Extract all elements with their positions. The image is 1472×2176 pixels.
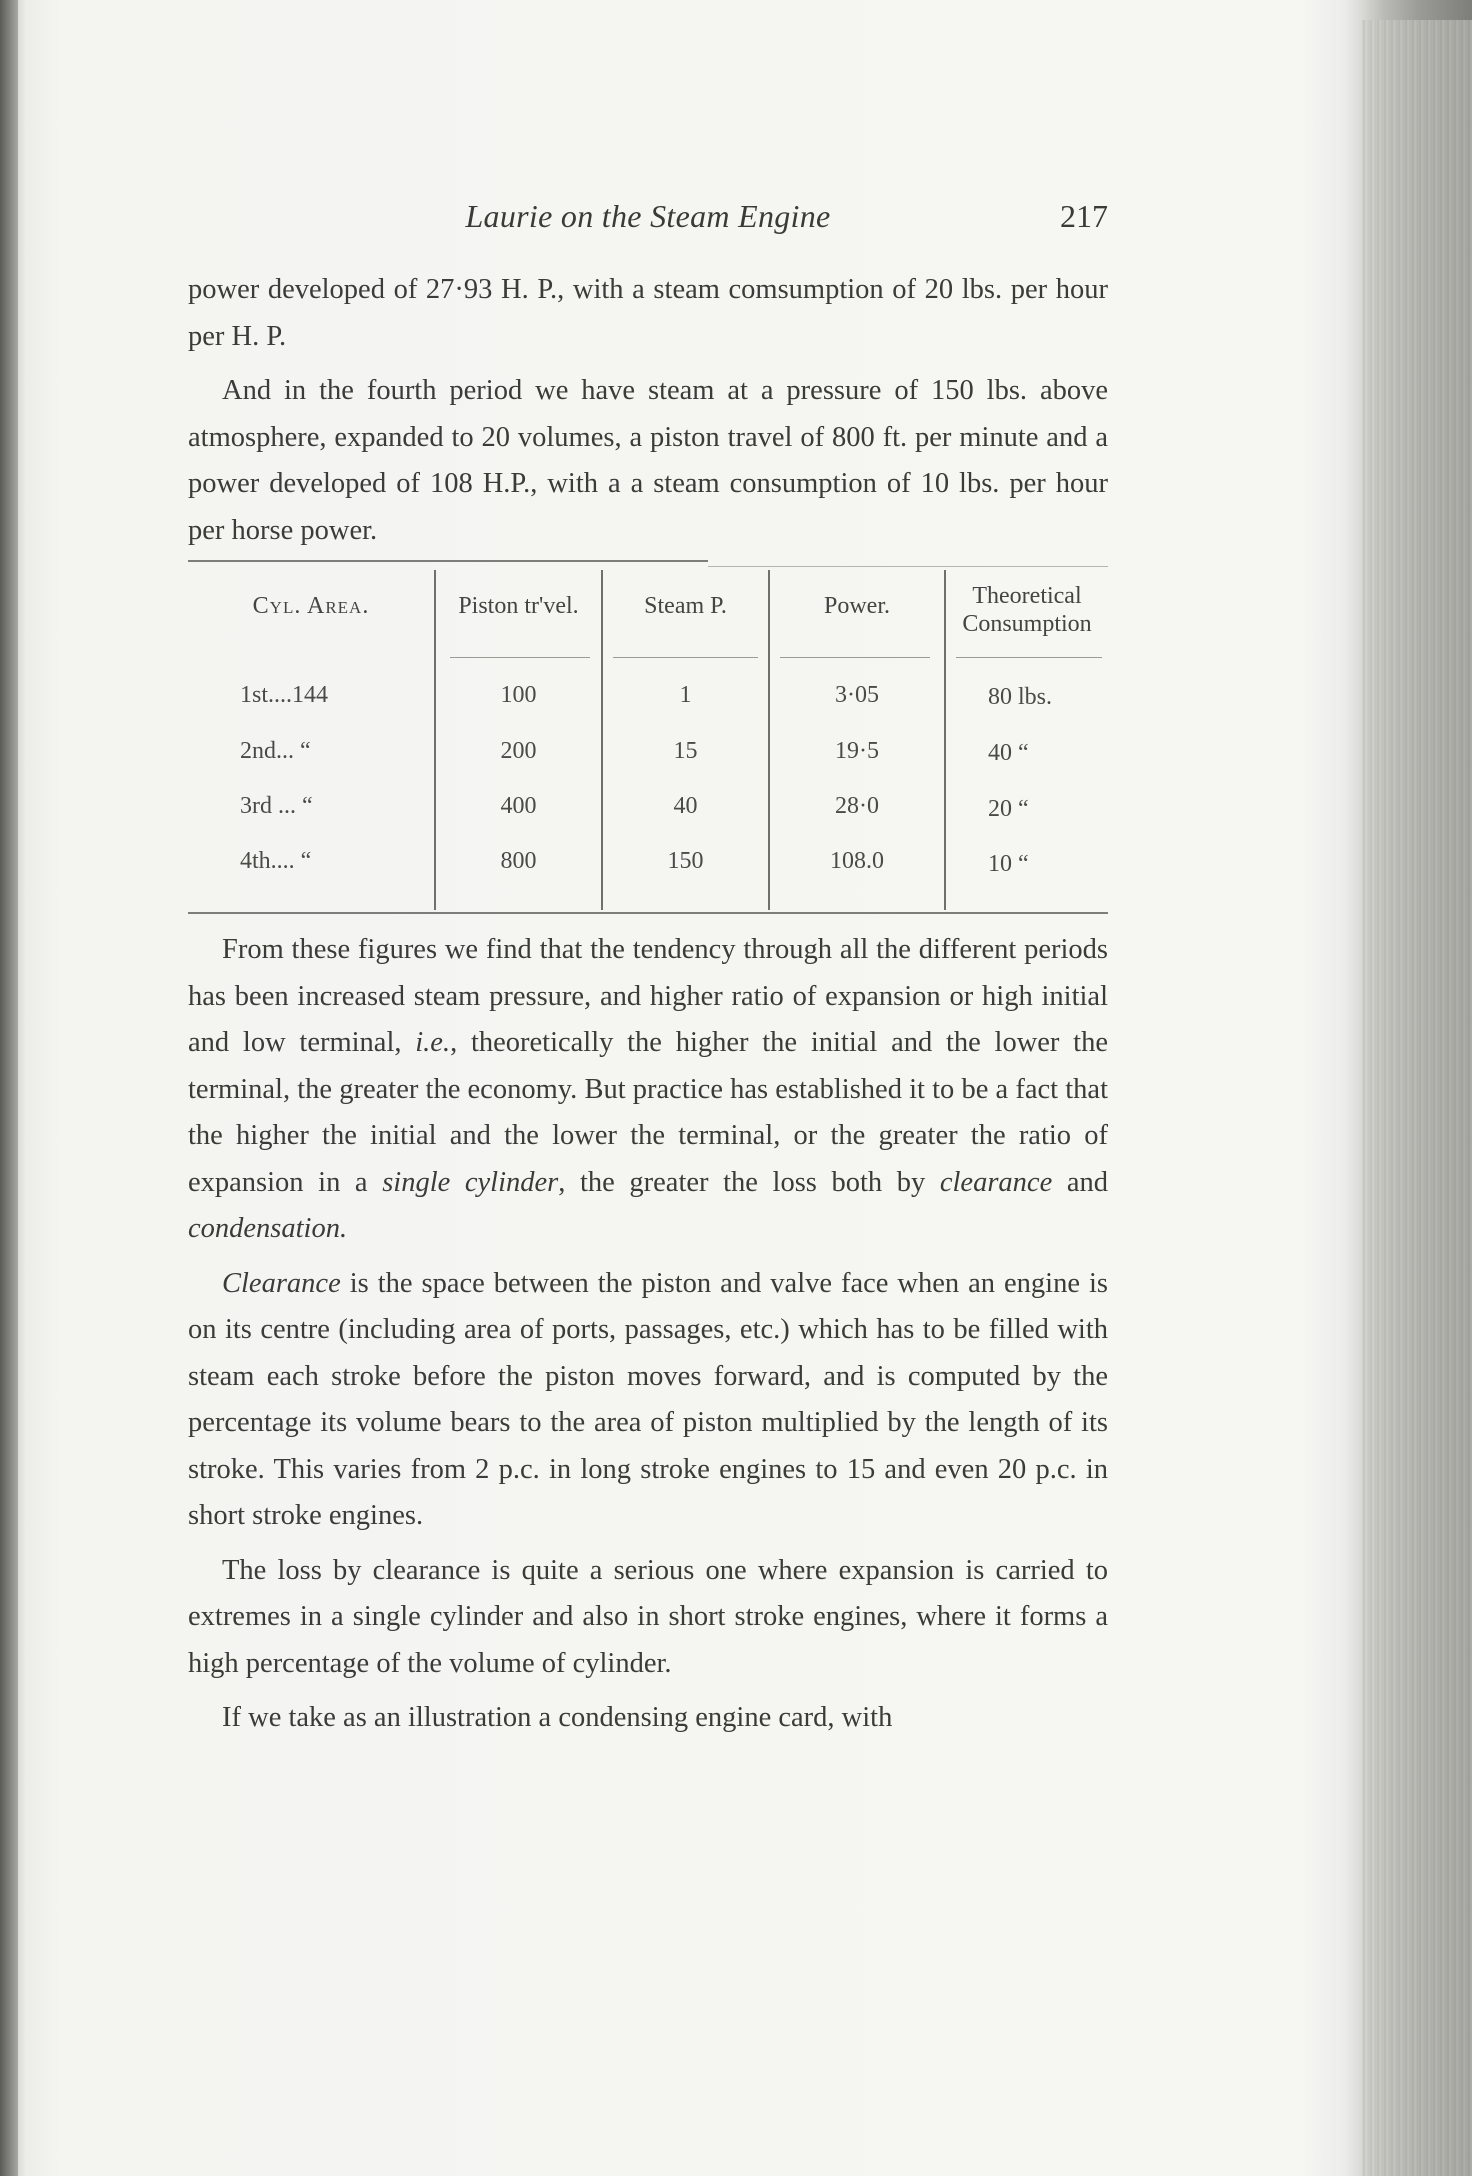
cell-steam-pressure: 150 <box>667 848 704 874</box>
text-block-top <box>188 267 1108 554</box>
header-power: Power. <box>824 593 890 619</box>
cell-power: 28·0 <box>835 793 879 819</box>
cell-steam-pressure: 15 <box>673 738 698 764</box>
header-underline <box>956 657 1102 658</box>
running-head <box>188 198 1108 242</box>
paragraph-3-single-cylinder: single cylinder <box>382 1166 559 1198</box>
paragraph-3-part-b: , theoretically the higher the initial and the lower the terminal, the greater the economy. But practice has established it to be a fact that the higher the initial and the lower the terminal, or the greater the ratio of expansion in a <box>188 1027 1108 1198</box>
cell-steam-pressure: 1 <box>679 682 692 708</box>
cell-piston-travel: 100 <box>500 682 537 708</box>
data-table <box>188 560 1108 915</box>
cell-power: 3·05 <box>835 682 879 708</box>
cell-consumption: 20 “ <box>988 796 1029 822</box>
paragraph-3-part-c: , the greater the loss both by <box>558 1166 940 1198</box>
running-title: Laurie on the Steam Engine <box>465 198 831 234</box>
cell-area: 1st....144 <box>240 682 329 708</box>
header-steam-pressure: Steam P. <box>644 593 727 619</box>
paragraph-2: And in the fourth period we have steam at a pressure of 150 lbs. above atmosphere, expanded to 20 volumes, a piston travel of 800 ft. per minute and a power developed of 108 H.P., with a a steam consumption of 10 lbs. per hour per horse power. <box>188 375 1108 546</box>
paragraph-5: The loss by clearance is quite a serious one where expansion is carried to extremes in a single cylinder and also in short stroke engines, where it forms a high percentage of the volume of cylinder. <box>188 1554 1108 1679</box>
header-piston-travel: Piston tr'vel. <box>458 593 579 619</box>
cell-area: 2nd... “ <box>240 738 311 764</box>
header-underline <box>450 657 590 658</box>
cell-steam-pressure: 40 <box>673 793 698 819</box>
cell-piston-travel: 200 <box>500 738 537 764</box>
paragraph-1: power developed of 27·93 H. P., with a steam comsumption of 20 lbs. per hour per H. P. <box>188 274 1108 352</box>
cell-piston-travel: 400 <box>500 793 537 819</box>
header-theoretical: Theoretical <box>972 583 1082 609</box>
header-underline <box>780 657 930 658</box>
paragraph-4-clearance: Clearance <box>222 1267 341 1299</box>
cell-consumption: 40 “ <box>988 740 1029 766</box>
table-top-rule-right <box>708 566 1108 567</box>
cell-area: 3rd ... “ <box>240 793 313 819</box>
paragraph-3 <box>188 927 1108 1253</box>
paragraph-3-part-a: From these figures we find that the tendency through all the different periods has been increased steam pressure, and higher ratio of expansion or high initial and low terminal, <box>188 934 1108 1058</box>
paragraph-3-ie: i.e. <box>415 1027 451 1058</box>
paragraph-3-condensation: condensation. <box>188 1213 348 1244</box>
cell-piston-travel: 800 <box>500 848 537 874</box>
paragraph-4 <box>188 1261 1108 1540</box>
header-cyl-area: Cyl. Area. <box>252 593 370 619</box>
page-edges <box>1362 20 1472 2176</box>
paragraph-3-clearance: clearance <box>939 1166 1053 1198</box>
cell-consumption: 80 lbs. <box>988 684 1053 710</box>
table-bottom-rule <box>188 912 1108 914</box>
cell-power: 19·5 <box>835 738 879 764</box>
cell-area: 4th.... “ <box>240 848 312 874</box>
paragraph-6: If we take as an illustration a condensing engine card, with <box>222 1702 893 1733</box>
cell-power: 108.0 <box>830 848 884 874</box>
page-number: 217 <box>1060 198 1108 234</box>
header-underline <box>613 657 758 658</box>
header-consumption: Consumption <box>962 611 1092 637</box>
paragraph-4-rest: is the space between the piston and valve face when an engine is on its centre (including area of ports, passages, etc.) which has to be filled with steam each stroke before the piston moves forward, and is computed by the percentage its volume bears to the area of piston multiplied by the length of its stroke. This varies from 2 p.c. in long stroke engines to 15 and even 20 p.c. in short stroke engines. <box>188 1267 1108 1531</box>
paragraph-3-part-d: and <box>1052 1166 1108 1198</box>
cell-consumption: 10 “ <box>988 851 1029 877</box>
text-block-bottom <box>188 927 1108 1742</box>
table-top-rule <box>188 560 708 562</box>
